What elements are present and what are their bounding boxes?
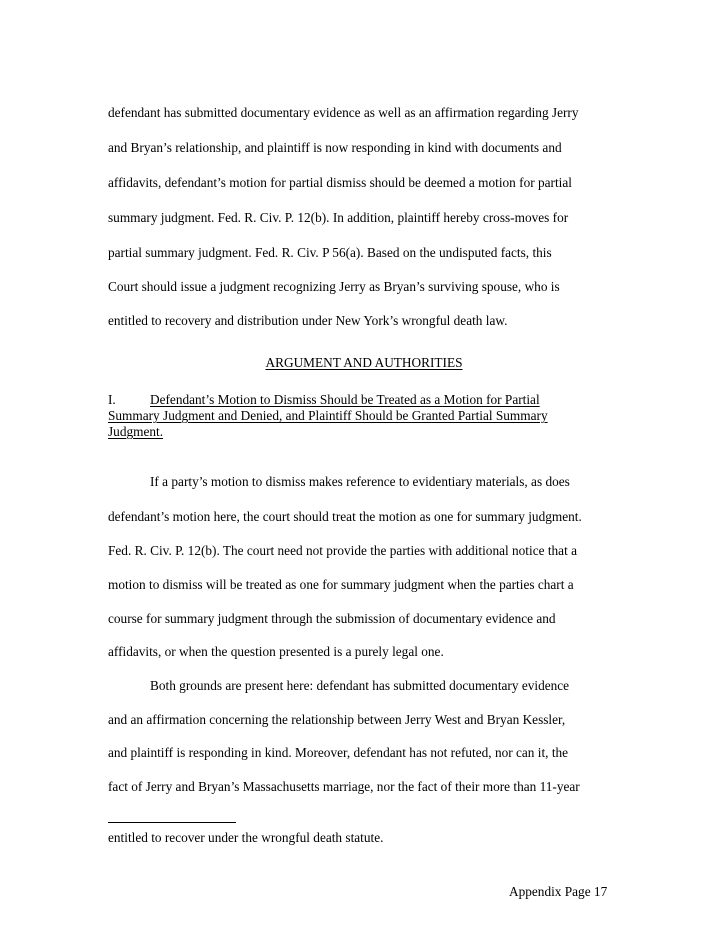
body-line: and Bryan’s relationship, and plaintiff is now responding in kind with documents and [108, 140, 562, 155]
body-line: partial summary judgment. Fed. R. Civ. P 56(a). Based on the undisputed facts, this [108, 245, 552, 260]
body-line: and plaintiff is responding in kind. Moreover, defendant has not refuted, nor can it, the [108, 745, 569, 760]
footnote-rule [108, 822, 236, 823]
section-title-line: Summary Judgment and Denied, and Plaintiff Should be Granted Partial Summary [108, 408, 548, 423]
section-title-line: Defendant’s Motion to Dismiss Should be Treated as a Motion for Partial [150, 392, 540, 407]
body-line: If a party’s motion to dismiss makes reference to evidentiary materials, as does [150, 474, 570, 489]
body-line: entitled to recovery and distribution under New York’s wrongful death law. [108, 313, 508, 328]
body-line: course for summary judgment through the submission of documentary evidence and [108, 611, 556, 626]
body-line: Court should issue a judgment recognizing Jerry as Bryan’s surviving spouse, who is [108, 279, 560, 294]
page-number: Appendix Page 17 [509, 884, 608, 899]
body-line: defendant has submitted documentary evidence as well as an affirmation regarding Jerry [108, 105, 579, 120]
footnote-text: entitled to recover under the wrongful death statute. [108, 830, 384, 845]
body-line: fact of Jerry and Bryan’s Massachusetts marriage, nor the fact of their more than 11-year [108, 779, 580, 794]
section-number: I. [108, 392, 116, 407]
body-line: and an affirmation concerning the relationship between Jerry West and Bryan Kessler, [108, 712, 566, 727]
heading-text: ARGUMENT AND AUTHORITIES [265, 355, 463, 370]
body-line: Fed. R. Civ. P. 12(b). The court need not provide the parties with additional notice that a [108, 543, 577, 558]
body-line: affidavits, defendant’s motion for partial dismiss should be deemed a motion for partial [108, 175, 572, 190]
section-title-line: Judgment. [108, 424, 164, 439]
body-line: defendant’s motion here, the court should treat the motion as one for summary judgment. [108, 509, 582, 524]
body-line: motion to dismiss will be treated as one for summary judgment when the parties chart a [108, 577, 574, 592]
body-line: summary judgment. Fed. R. Civ. P. 12(b). In addition, plaintiff hereby cross-moves for [108, 210, 569, 225]
body-line: affidavits, or when the question presented is a purely legal one. [108, 644, 444, 659]
body-line: Both grounds are present here: defendant has submitted documentary evidence [150, 678, 570, 693]
section-heading [0, 355, 728, 371]
